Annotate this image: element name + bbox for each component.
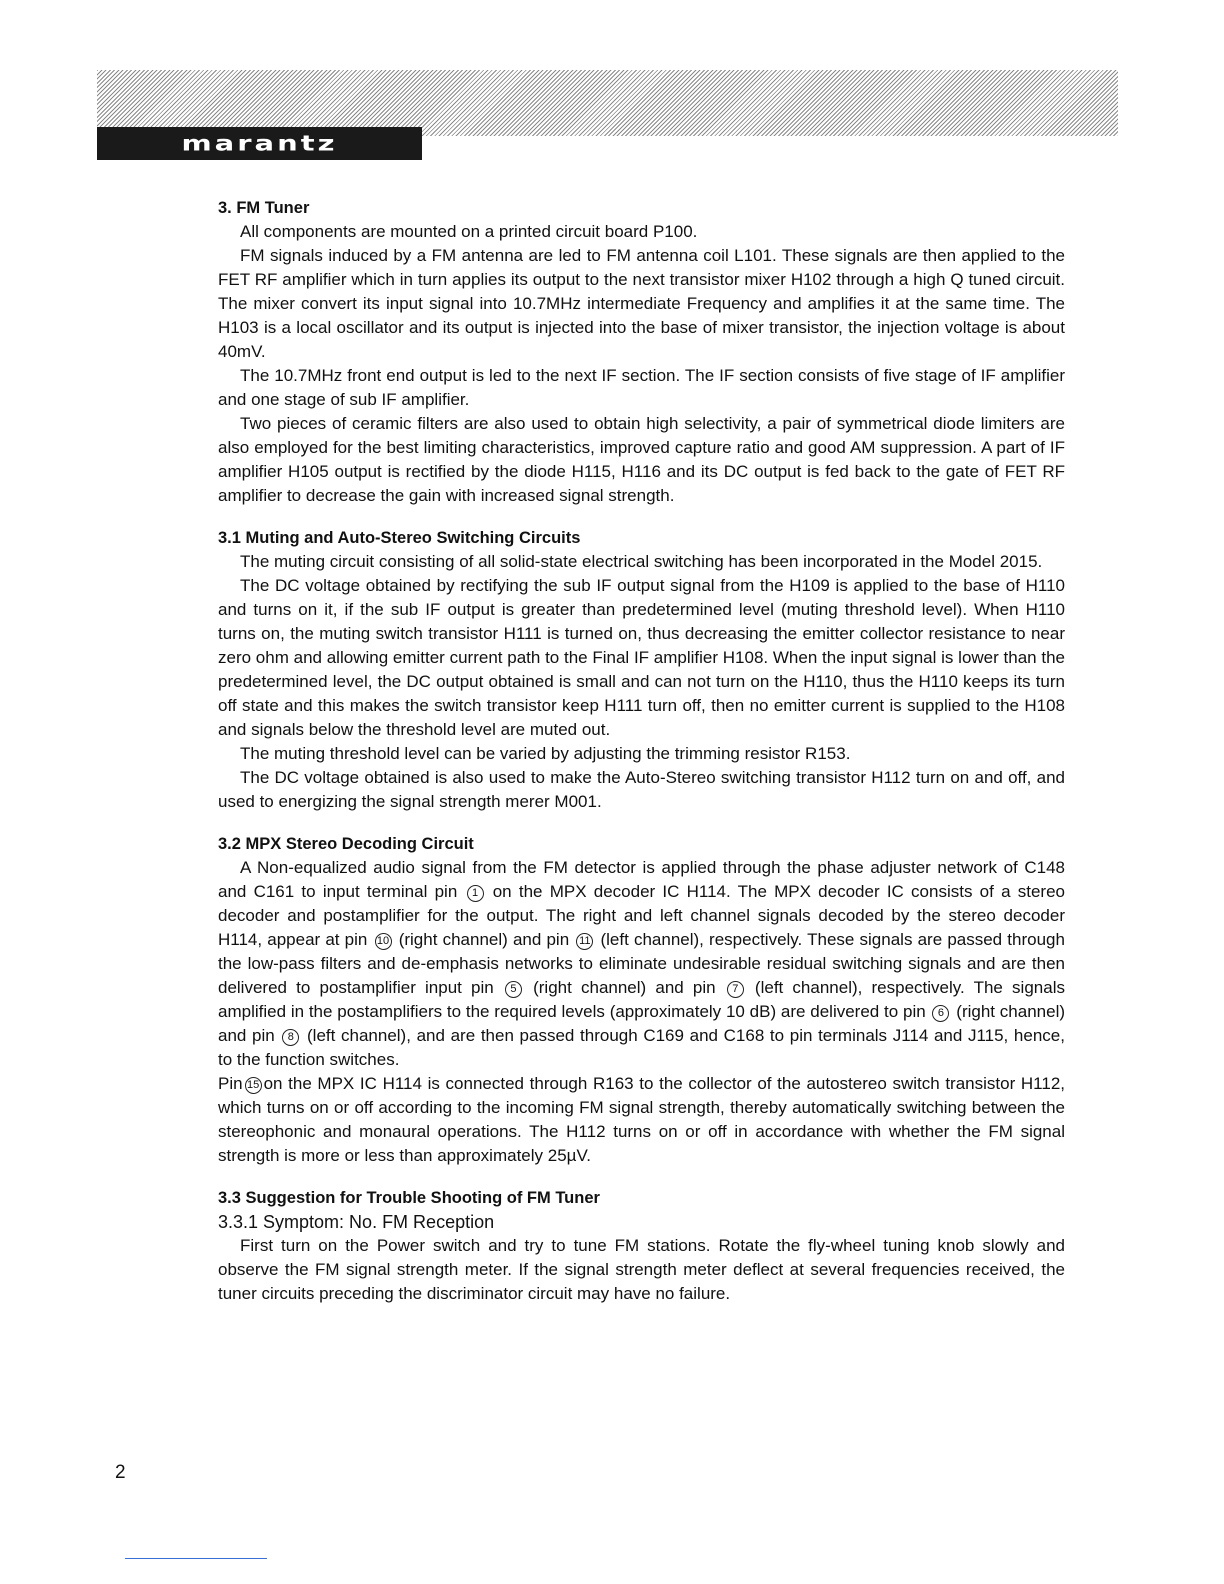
section-3-1-heading: 3.1 Muting and Auto-Stereo Switching Circuits <box>218 529 581 547</box>
text-run: A Non-equalized audio signal from the FM detector is applied through the phase adjuster network of C148 and C161 to input terminal pin <box>218 858 1065 901</box>
section-3-2-paragraph-2 <box>218 1072 1065 1168</box>
section-3-3-1-paragraph-1: First turn on the Power switch and try to tune FM stations. Rotate the fly-wheel tuning knob slowly and observe the FM signal strength meter. If the signal strength meter deflect at several frequencies received, the tuner circuits preceding the discriminator circuit may have no failure. <box>218 1236 1065 1303</box>
pin-6-marker: 6 <box>932 1005 949 1022</box>
text-run: on the MPX IC H114 is connected through R163 to the collector of the autostereo switch transistor H112, which turns on or off according to the incoming FM signal strength, thereby automatically switching between the stereophonic and monaural operations. The H112 turns on or off in accordance with whether the FM signal strength is more or less than approximately 25µV. <box>218 1074 1065 1165</box>
text-run: (right channel) and pin <box>398 930 570 949</box>
section-3-3-1-heading: 3.3.1 Symptom: No. FM Reception <box>218 1212 495 1232</box>
section-3-2-heading: 3.2 MPX Stereo Decoding Circuit <box>218 835 474 853</box>
section-3-1-paragraph-3: The muting threshold level can be varied by adjusting the trimming resistor R153. <box>240 744 851 763</box>
text-run: (left channel), respectively. The signals amplified in the postamplifiers to the required levels (approximately 10 dB) are delivered to pin <box>218 978 1065 1021</box>
text-run: (left channel), respectively. These signals are passed through the low-pass filters and de-emphasis networks to eliminate undesirable residual switching signals and are then delivered to postamplifier input pin <box>218 930 1065 997</box>
brand-logo <box>97 127 422 160</box>
section-3-1-paragraph-4: The DC voltage obtained is also used to make the Auto-Stereo switching transistor H112 turn on and off, and used to energizing the signal strength merer M001. <box>218 768 1065 811</box>
pin-8-marker: 8 <box>282 1029 299 1046</box>
page-body <box>218 196 1065 1306</box>
pin-10-marker: 10 <box>375 933 392 950</box>
section-3-paragraph-1: All components are mounted on a printed circuit board P100. <box>240 222 698 241</box>
section-3-paragraph-3: The 10.7MHz front end output is led to the next IF section. The IF section consists of five stage of IF amplifier and one stage of sub IF amplifier. <box>218 366 1065 409</box>
text-run: on the MPX decoder IC H114. The MPX decoder IC consists of a stereo decoder and postamplifier for the output. The right and left channel signals decoded by the stereo decoder H114, appear at pin <box>218 882 1065 949</box>
pin-1-marker: 1 <box>467 885 484 902</box>
text-run: (left channel), and are then passed through C169 and C168 to pin terminals J114 and J115, hence, to the function switches. <box>218 1026 1065 1069</box>
footer-rule <box>125 1558 267 1559</box>
section-3-1-paragraph-2: The DC voltage obtained by rectifying the sub IF output signal from the H109 is applied to the base of H110 and turns on it, if the sub IF output is greater than predetermined level (muting threshold level). When H110 turns on, the muting switch transistor H111 is turned on, thus decreasing the emitter collector resistance to near zero ohm and allowing emitter current path to the Final IF amplifier H108. When the input signal is lower than the predetermined level, the DC output obtained is small and can not turn on the H110, thus the H110 keeps its turn off state and this makes the switch transistor keep H111 turn off, then no emitter current is supplied to the H108 and signals below the threshold level are muted out. <box>218 576 1065 739</box>
pin-15-marker: 15 <box>245 1077 262 1094</box>
pin-5-marker: 5 <box>505 981 522 998</box>
section-3-paragraph-4: Two pieces of ceramic filters are also used to obtain high selectivity, a pair of symmetrical diode limiters are also employed for the best limiting characteristics, improved capture ratio and good AM suppression. A part of IF amplifier H105 output is rectified by the diode H115, H116 and its DC output is fed back to the gate of FET RF amplifier to decrease the gain with increased signal strength. <box>218 414 1065 505</box>
brand-logo-text: marantz <box>181 130 338 156</box>
page-number: 2 <box>115 1462 126 1483</box>
text-run: Pin <box>218 1074 243 1093</box>
section-3-1-paragraph-1: The muting circuit consisting of all solid-state electrical switching has been incorporated in the Model 2015. <box>240 552 1043 571</box>
pin-11-marker: 11 <box>576 933 593 950</box>
section-3-2-paragraph-1 <box>218 856 1065 1072</box>
text-run: (right channel) and pin <box>533 978 716 997</box>
section-3-3-heading: 3.3 Suggestion for Trouble Shooting of FM Tuner <box>218 1189 600 1207</box>
section-3-heading: 3. FM Tuner <box>218 199 310 217</box>
section-3-paragraph-2: FM signals induced by a FM antenna are led to FM antenna coil L101. These signals are then applied to the FET RF amplifier which in turn applies its output to the next transistor mixer H102 through a high Q tuned circuit. The mixer convert its input signal into 10.7MHz intermediate Frequency and amplifies it at the same time. The H103 is a local oscillator and its output is injected into the base of mixer transistor, the injection voltage is about 40mV. <box>218 246 1065 361</box>
pin-7-marker: 7 <box>727 981 744 998</box>
text-run: (right channel) and pin <box>218 1002 1066 1045</box>
